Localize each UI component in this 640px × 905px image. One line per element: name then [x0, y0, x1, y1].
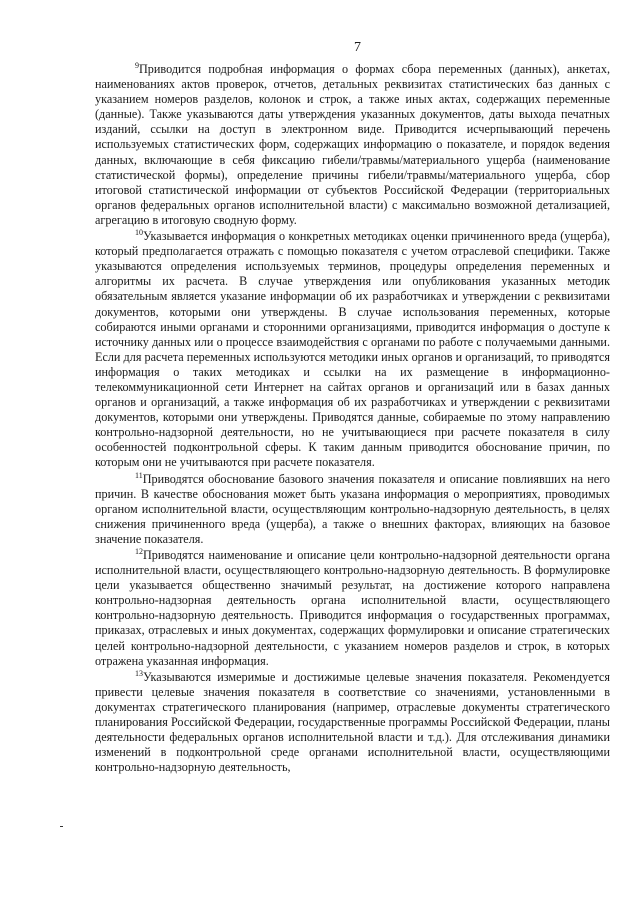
page-number: 7 — [354, 40, 361, 55]
footnote-marker: 13 — [135, 668, 143, 678]
footnote-text: Указываются измеримые и достижимые целевые значения показателя. Рекомендуется привести целевые значения показателя в соответствие со значениями, установленными в документах стратегического планирования (например, отраслевые документы стратегического планирования Российской Федерации, государственные программы Российской Федерации, планы деятельности федеральных органов исполнительной власти и т.д.). Для отслеживания динамики изменений в подконтрольной среде органами исполнительной власти, осуществляющими контрольно-надзорную деятельность, — [95, 669, 610, 775]
footnote-marker: 9 — [135, 60, 139, 70]
footnote-text: Приводятся наименование и описание цели контрольно-надзорной деятельности органа исполнительной власти, осуществляющего контрольно-надзорную деятельность. В формулировке цели указывается общественно значимый результат, на достижение которого направлена контрольно-надзорная деятельность органа исполнительной власти, осуществляющего контрольно-надзорную деятельность. Приводится информация о государственных программах, приказах, отраслевых и иных документах, содержащих формулировки и описание стратегических целей контрольно-надзорной деятельности, с указанием номеров разделов и строк, в которых отражена указанная информация. — [95, 548, 610, 668]
scan-speck — [60, 826, 63, 827]
footnote-marker: 12 — [135, 546, 143, 556]
footnote-10 — [95, 229, 610, 471]
footnote-text: Приводятся обоснование базового значения показателя и описание повлиявших на него причин. В качестве обоснования может быть указана информация о мероприятиях, проводимых органом исполнительной власти, осуществляющим контрольно-надзорную деятельность, в целях снижения причиненного вреда (ущерба), а также о внешних факторах, влияющих на базовое значение показателя. — [95, 471, 610, 546]
footnote-12 — [95, 548, 610, 669]
footnote-marker: 11 — [135, 470, 143, 480]
footnote-13 — [95, 670, 610, 776]
footnote-9 — [95, 62, 610, 228]
footnote-11 — [95, 472, 610, 547]
footnote-text: Указывается информация о конкретных методиках оценки причиненного вреда (ущерба), который предполагается отражать с помощью показателя с учетом отраслевой специфики. Также указываются определения используемых терминов, процедуры определения переменных и алгоритмы их расчета. В случае утверждения или опубликования указанных методик обязательным является указание информации об их разработчиках и утверждении с реквизитами документов, которыми они утверждены. В случае использования переменных, которые собираются иными органами и сторонними организациями, приводится информация о доступе к источнику данных или о процессе взаимодействия с органами по работе с получаемыми данными. Если для расчета переменных используются методики иных органов и организаций, то приводятся информация о таких методиках и ссылки на их размещение в информационно-телекоммуникационной сети Интернет на сайтах органов и организаций или в базах данных органов и организаций, а также информация об их разработчиках и утверждении с реквизитами документов, которыми они утверждены. Приводятся данные, собираемые по этому направлению контрольно-надзорной деятельности, но не учитывающиеся при расчете показателя в силу особенностей подконтрольной сферы. К таким данным приводится обоснование причин, по которым они не учитываются при расчете показателя. — [95, 229, 610, 470]
footnote-text: Приводится подробная информация о формах сбора переменных (данных), анкетах, наименованиях актов проверок, отчетов, детальных реквизитах статистических баз данных с указанием номеров разделов, колонок и строк, а также иных актах, содержащих переменные (данные). Также указываются даты утверждения указанных документов, даты выхода печатных изданий, ссылки на доступ в электронном виде. Приводится исчерпывающий перечень используемых статистических форм, содержащих информацию о показателе, и порядок ведения данных, включающие в себя фиксацию гибели/травмы/материального ущерба (наименование статистической формы), определение причины гибели/травмы/материального ущерба, сбор итоговой статистической информации от субъектов Российской Федерации (территориальных органов федеральных органов исполнительной власти) с максимально возможной детализацией, агрегацию в итоговую сводную форму. — [95, 62, 610, 227]
footnote-marker: 10 — [135, 227, 143, 237]
